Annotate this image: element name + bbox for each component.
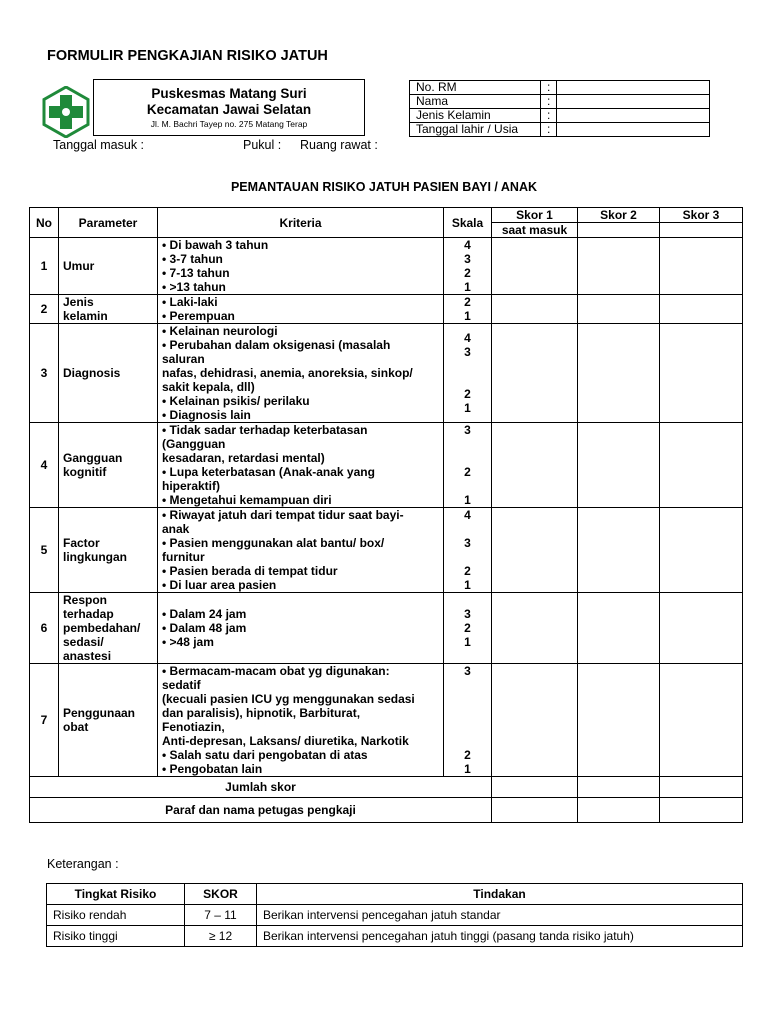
row-criteria — [158, 423, 444, 508]
row-number: 4 — [30, 423, 59, 508]
parameter-line: terhadap — [63, 607, 114, 621]
skor3-cell[interactable] — [660, 238, 743, 295]
criteria-line: • >48 jam — [162, 635, 214, 649]
scale-value — [448, 359, 487, 373]
skor2-cell[interactable] — [578, 508, 660, 593]
criteria-line: • Dalam 48 jam — [162, 621, 247, 635]
criteria-line: • Salah satu dari pengobatan di atas — [162, 748, 368, 762]
table-row — [30, 295, 743, 324]
paraf-row — [30, 798, 743, 823]
info-value-field[interactable] — [557, 123, 710, 137]
header-skor2: Skor 2 — [578, 208, 660, 223]
row-parameter — [59, 508, 158, 593]
criteria-line: saluran — [162, 352, 205, 366]
info-label: Jenis Kelamin — [410, 109, 541, 123]
scale-value — [448, 734, 487, 748]
criteria-line: furnitur — [162, 550, 205, 564]
scale-value: 2 — [464, 564, 471, 578]
criteria-line: kesadaran, retardasi mental) — [162, 451, 325, 465]
patient-info-table — [409, 80, 710, 137]
paraf-label: Paraf dan nama petugas pengkaji — [30, 798, 492, 823]
scale-value: 2 — [464, 295, 471, 309]
criteria-line: • Kelainan neurologi — [162, 324, 278, 338]
patient-info-row — [410, 95, 710, 109]
header-skor3: Skor 3 — [660, 208, 743, 223]
parameter-line: kognitif — [63, 465, 107, 479]
criteria-line: • Pasien berada di tempat tidur — [162, 564, 338, 578]
skor1-cell[interactable] — [492, 593, 578, 664]
skor1-cell[interactable] — [492, 295, 578, 324]
scale-value — [448, 479, 487, 493]
scale-value: 3 — [464, 664, 471, 678]
scale-value: 2 — [464, 621, 471, 635]
legend-skor: 7 – 11 — [185, 905, 257, 926]
paraf-skor2-cell[interactable] — [578, 798, 660, 823]
info-sep: : — [541, 123, 557, 137]
scale-value: 4 — [464, 508, 471, 522]
parameter-line: Factor — [63, 536, 100, 550]
row-scale — [444, 423, 492, 508]
criteria-line: • Kelainan psikis/ perilaku — [162, 394, 310, 408]
criteria-line: Anti-depresan, Laksans/ diuretika, Narkotik — [162, 734, 409, 748]
puskesmas-logo-icon — [40, 86, 92, 138]
header-skor1: Skor 1 — [492, 208, 578, 223]
info-label: Tanggal lahir / Usia — [410, 123, 541, 137]
scale-value — [448, 373, 487, 387]
scale-value: 1 — [464, 635, 471, 649]
row-number: 1 — [30, 238, 59, 295]
patient-info-row — [410, 81, 710, 95]
institution-name: Puskesmas Matang Suri — [151, 86, 307, 101]
parameter-line: Jenis — [63, 295, 94, 309]
legend-tingkat: Risiko rendah — [47, 905, 185, 926]
row-parameter — [59, 593, 158, 664]
criteria-line: • Perempuan — [162, 309, 235, 323]
skor1-cell[interactable] — [492, 238, 578, 295]
scale-value: 1 — [464, 401, 471, 415]
skor3-cell[interactable] — [660, 295, 743, 324]
legend-tindakan: Berikan intervensi pencegahan jatuh standar — [257, 905, 743, 926]
jumlah-skor3-cell[interactable] — [660, 777, 743, 798]
criteria-line: • Pasien menggunakan alat bantu/ box/ — [162, 536, 385, 550]
row-criteria — [158, 593, 444, 664]
table-row — [30, 508, 743, 593]
legend-tindakan: Berikan intervensi pencegahan jatuh tinggi (pasang tanda risiko jatuh) — [257, 926, 743, 947]
row-number: 2 — [30, 295, 59, 324]
row-scale — [444, 593, 492, 664]
header-skor3-sub — [660, 223, 743, 238]
institution-header — [93, 79, 365, 136]
criteria-line: sakit kepala, dll) — [162, 380, 255, 394]
skor2-cell[interactable] — [578, 295, 660, 324]
parameter-line: Respon — [63, 593, 108, 607]
criteria-line: • Riwayat jatuh dari tempat tidur saat bayi- — [162, 508, 404, 522]
pukul-label: Pukul : — [243, 138, 282, 152]
row-parameter — [59, 238, 158, 295]
skor2-cell[interactable] — [578, 238, 660, 295]
criteria-line: • Tidak sadar terhadap keterbatasan — [162, 423, 368, 437]
table-row — [30, 238, 743, 295]
parameter-line: anastesi — [63, 649, 112, 663]
criteria-line: sedatif — [162, 678, 201, 692]
row-parameter — [59, 423, 158, 508]
legend-row — [47, 905, 743, 926]
skor3-cell[interactable] — [660, 324, 743, 423]
criteria-line: • Mengetahui kemampuan diri — [162, 493, 332, 507]
parameter-line: Gangguan — [63, 451, 123, 465]
info-value-field[interactable] — [557, 95, 710, 109]
legend-skor: ≥ 12 — [185, 926, 257, 947]
patient-info-row — [410, 123, 710, 137]
row-scale — [444, 295, 492, 324]
scale-value: 4 — [464, 331, 471, 345]
scale-value: 1 — [464, 280, 471, 294]
criteria-line: • Lupa keterbatasan (Anak-anak yang — [162, 465, 375, 479]
risk-assessment-table — [29, 207, 743, 823]
scale-value: 1 — [464, 309, 471, 323]
header-skor2-sub — [578, 223, 660, 238]
scale-value: 2 — [464, 387, 471, 401]
table-row — [30, 664, 743, 777]
row-criteria — [158, 324, 444, 423]
row-parameter — [59, 295, 158, 324]
parameter-line: kelamin — [63, 309, 108, 323]
skor3-cell[interactable] — [660, 508, 743, 593]
skor1-cell[interactable] — [492, 423, 578, 508]
row-criteria — [158, 295, 444, 324]
paraf-skor1-cell[interactable] — [492, 798, 578, 823]
parameter-line: Umur — [63, 259, 95, 273]
scale-value — [448, 678, 487, 692]
scale-value — [448, 437, 487, 451]
legend-header-tingkat: Tingkat Risiko — [47, 884, 185, 905]
ruang-rawat-label: Ruang rawat : — [300, 138, 378, 152]
row-criteria — [158, 508, 444, 593]
table-row — [30, 593, 743, 664]
skor1-cell[interactable] — [492, 324, 578, 423]
scale-value: 1 — [464, 493, 471, 507]
row-criteria — [158, 664, 444, 777]
scale-value: 3 — [464, 423, 471, 437]
header-parameter: Parameter — [59, 208, 158, 238]
scale-value: 1 — [464, 762, 471, 776]
criteria-line: • Di bawah 3 tahun — [162, 238, 269, 252]
patient-info-row — [410, 109, 710, 123]
skor3-cell[interactable] — [660, 664, 743, 777]
row-number: 5 — [30, 508, 59, 593]
scale-value: 3 — [464, 252, 471, 266]
criteria-line: anak — [162, 522, 190, 536]
criteria-line: (Gangguan — [162, 437, 226, 451]
parameter-line: obat — [63, 720, 89, 734]
header-kriteria: Kriteria — [158, 208, 444, 238]
scale-value: 3 — [464, 607, 471, 621]
criteria-line: • Perubahan dalam oksigenasi (masalah — [162, 338, 391, 352]
scale-value: 2 — [464, 465, 471, 479]
jumlah-skor-label: Jumlah skor — [30, 777, 492, 798]
criteria-line: • Bermacam-macam obat yg digunakan: — [162, 664, 390, 678]
scale-value: 1 — [464, 578, 471, 592]
info-sep: : — [541, 109, 557, 123]
legend-header-tindakan: Tindakan — [257, 884, 743, 905]
row-number: 6 — [30, 593, 59, 664]
legend-row — [47, 926, 743, 947]
criteria-line: • Di luar area pasien — [162, 578, 277, 592]
criteria-line: dan paralisis), hipnotik, Barbiturat, — [162, 706, 361, 720]
info-label: No. RM — [410, 81, 541, 95]
scale-value: 2 — [464, 748, 471, 762]
criteria-line: • 3-7 tahun — [162, 252, 223, 266]
criteria-line: • >13 tahun — [162, 280, 226, 294]
header-skor1-sub: saat masuk — [492, 223, 578, 238]
parameter-line: lingkungan — [63, 550, 127, 564]
table-row — [30, 324, 743, 423]
parameter-line: sedasi/ — [63, 635, 104, 649]
jumlah-skor2-cell[interactable] — [578, 777, 660, 798]
keterangan-label: Keterangan : — [47, 857, 119, 871]
info-value-field[interactable] — [557, 81, 710, 95]
scale-value — [448, 550, 487, 564]
institution-address: Jl. M. Bachri Tayep no. 275 Matang Terap — [150, 119, 308, 129]
row-number: 7 — [30, 664, 59, 777]
form-title: FORMULIR PENGKAJIAN RISIKO JATUH — [47, 48, 328, 64]
info-label: Nama — [410, 95, 541, 109]
skor2-cell[interactable] — [578, 324, 660, 423]
skor3-cell[interactable] — [660, 423, 743, 508]
skor2-cell[interactable] — [578, 664, 660, 777]
risk-legend-table — [46, 883, 743, 947]
criteria-line: • Diagnosis lain — [162, 408, 251, 422]
row-criteria — [158, 238, 444, 295]
criteria-line: hiperaktif) — [162, 479, 221, 493]
parameter-line: pembedahan/ — [63, 621, 141, 635]
scale-value: 3 — [464, 345, 471, 359]
criteria-line: nafas, dehidrasi, anemia, anoreksia, sinkop/ — [162, 366, 413, 380]
header-skala: Skala — [444, 208, 492, 238]
scale-value: 3 — [464, 536, 471, 550]
paraf-skor3-cell[interactable] — [660, 798, 743, 823]
criteria-line: • Laki-laki — [162, 295, 218, 309]
scale-value — [448, 522, 487, 536]
jumlah-skor1-cell[interactable] — [492, 777, 578, 798]
info-sep: : — [541, 81, 557, 95]
row-scale — [444, 238, 492, 295]
legend-header-row — [47, 884, 743, 905]
criteria-line: • Dalam 24 jam — [162, 607, 247, 621]
institution-district: Kecamatan Jawai Selatan — [146, 102, 312, 117]
scale-value: 2 — [464, 266, 471, 280]
info-value-field[interactable] — [557, 109, 710, 123]
row-number: 3 — [30, 324, 59, 423]
jumlah-skor-row — [30, 777, 743, 798]
section-subtitle: PEMANTAUAN RISIKO JATUH PASIEN BAYI / ANAK — [230, 180, 538, 194]
scale-value — [448, 720, 487, 734]
criteria-line: (kecuali pasien ICU yg menggunakan sedasi — [162, 692, 415, 706]
risk-rows — [30, 238, 743, 777]
skor1-cell[interactable] — [492, 664, 578, 777]
parameter-line: Diagnosis — [63, 366, 121, 380]
row-scale — [444, 508, 492, 593]
table-row — [30, 423, 743, 508]
skor2-cell[interactable] — [578, 423, 660, 508]
legend-tingkat: Risiko tinggi — [47, 926, 185, 947]
row-scale — [444, 324, 492, 423]
parameter-line: Penggunaan — [63, 706, 136, 720]
row-scale — [444, 664, 492, 777]
skor3-cell[interactable] — [660, 593, 743, 664]
criteria-line: • Pengobatan lain — [162, 762, 263, 776]
skor2-cell[interactable] — [578, 593, 660, 664]
scale-value — [448, 692, 487, 706]
legend-header-skor: SKOR — [185, 884, 257, 905]
row-parameter — [59, 664, 158, 777]
criteria-line: Fenotiazin, — [162, 720, 225, 734]
info-sep: : — [541, 95, 557, 109]
tanggal-masuk-label: Tanggal masuk : — [53, 138, 145, 152]
scale-value — [448, 706, 487, 720]
scale-value: 4 — [464, 238, 471, 252]
header-no: No — [30, 208, 59, 238]
skor1-cell[interactable] — [492, 508, 578, 593]
table-header-row — [30, 208, 743, 223]
scale-value — [448, 451, 487, 465]
criteria-line: • 7-13 tahun — [162, 266, 230, 280]
row-parameter — [59, 324, 158, 423]
